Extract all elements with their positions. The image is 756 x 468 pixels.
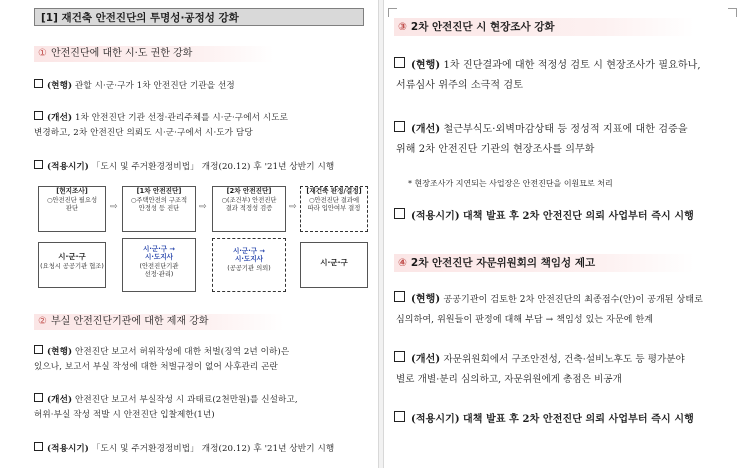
sec3-current: (현행) 1차 진단결과에 대한 적정성 검토 시 현장조사가 필요하나, 서류심사 위주의 소극적 검토 [394,56,750,96]
checkbox-icon [394,291,405,302]
diagram-actor-4: 시·군·구 [300,242,368,288]
sec2-apply: (적용시기) 「도시 및 주거환경정비법」 개정(20.12) 후 '21년 상반기 시행 [34,442,370,457]
subsection-3-heading [394,18,694,36]
sec2-current: (현행) 안전진단 보고서 허위작성에 대한 처벌(징역 2년 이하)은 있으나, 보고서 부실 작성에 대한 처벌규정이 없어 사후관리 곤란 [34,347,290,372]
sec1-improve: (개선) 1차 안전진단 기관 선정·관리주체를 시·군·구에서 시도로 변경하고, 2차 안전진단 의뢰도 시·군·구에서 시·도가 담당 [34,113,289,138]
arrow-right-icon: ⇨ [199,202,207,212]
sec1-current: (현행) 관할 시·군·구가 1차 안전진단 기관을 선정 [34,79,370,94]
diagram-box-first-diagnosis: [1차 안전진단] ○주택안전의 구조적 안정성 등 진단 [122,186,196,232]
section-title: [1] 재건축 안전진단의 투명성·공정성 강화 [34,8,364,26]
checkbox-icon [34,79,43,88]
subsection-3-title: 2차 안전진단 시 현장조사 강화 [410,21,555,33]
arrow-right-icon: ⇨ [289,202,297,212]
checkbox-icon [34,345,43,354]
sec4-apply: (적용시기) 대책 발표 후 2차 안전진단 의뢰 사업부터 즉시 시행 [394,410,750,430]
sec4-current: (현행) 공공기관이 검토한 2차 안전진단의 최종점수(안)이 공개된 상태로 심의하여, 위원들이 판정에 대해 부담 → 책임성 있는 자문에 한계 [394,290,750,330]
subsection-1-heading [34,46,274,62]
checkbox-icon [394,208,405,219]
checkbox-icon [394,57,405,68]
circle-number-3: ③ [398,21,407,33]
subsection-2-heading [34,314,284,330]
circle-number-1: ① [38,48,47,59]
diagram-actor-2: 시·군·구 → 시·도지사 (안전진단기관 선정·관리) [122,238,196,292]
checkbox-icon [34,160,43,169]
page-corner-mark [388,8,397,17]
subsection-2-title: 부실 안전진단기관에 대한 제재 강화 [50,316,209,327]
diagram-actor-1: 시·군·구 (요청시 공공기관 협조) [38,242,106,288]
sec3-footnote: * 현장조사가 지연되는 사업장은 안전진단을 이원묘로 처리 [408,179,613,188]
page-corner-mark [728,8,737,17]
subsection-4-heading [394,254,694,272]
sec3-improve: (개선) 철근부식도·외벽마감상태 등 정성적 지표에 대한 검증을 위해 2차 안전진단 기관의 현장조사를 의무화 [394,120,750,160]
checkbox-icon [394,351,405,362]
checkbox-icon [394,411,405,422]
sec4-improve: (개선) 자문위원회에서 구조안전성, 건축·설비노후도 등 평가분야 별로 개별·분리 심의하고, 자문위원에게 총점은 비공개 [394,350,750,390]
checkbox-icon [394,121,405,132]
circle-number-4: ④ [398,257,407,269]
arrow-right-icon: ⇨ [110,202,118,212]
diagram-box-second-diagnosis: [2차 안전진단] ○(조건부) 안전진단 결과 적정성 검증 [212,186,286,232]
sec1-apply: (적용시기) 「도시 및 주거환경정비법」 개정(20.12) 후 '21년 상반기 시행 [34,160,370,175]
circle-number-2: ② [38,316,47,327]
checkbox-icon [34,111,43,120]
diagram-box-site-survey: [현지조사] ○안전진단 필요성 판단 [38,186,106,232]
diagram-box-reconstruction-decision: [재건축 판정/결정] ○안전진단 결과에 따라 입안여부 결정 [300,186,368,232]
sec3-apply: (적용시기) 대책 발표 후 2차 안전진단 의뢰 사업부터 즉시 시행 [394,207,750,227]
checkbox-icon [34,442,43,451]
diagram-actor-3: 시·군·구 → 시·도지사 (공공기관 의뢰) [212,238,286,292]
subsection-1-title: 안전진단에 대한 시·도 권한 강화 [50,48,193,59]
sec2-improve: (개선) 안전진단 보고서 부실작성 시 과태료(2천만원)를 신설하고, 허위·부실 작성 적발 시 안전진단 입찰제한(1년) [34,395,298,420]
right-page [384,0,756,468]
checkbox-icon [34,393,43,402]
process-diagram [38,186,364,298]
subsection-4-title: 2차 안전진단 자문위원회의 책임성 제고 [410,257,596,269]
